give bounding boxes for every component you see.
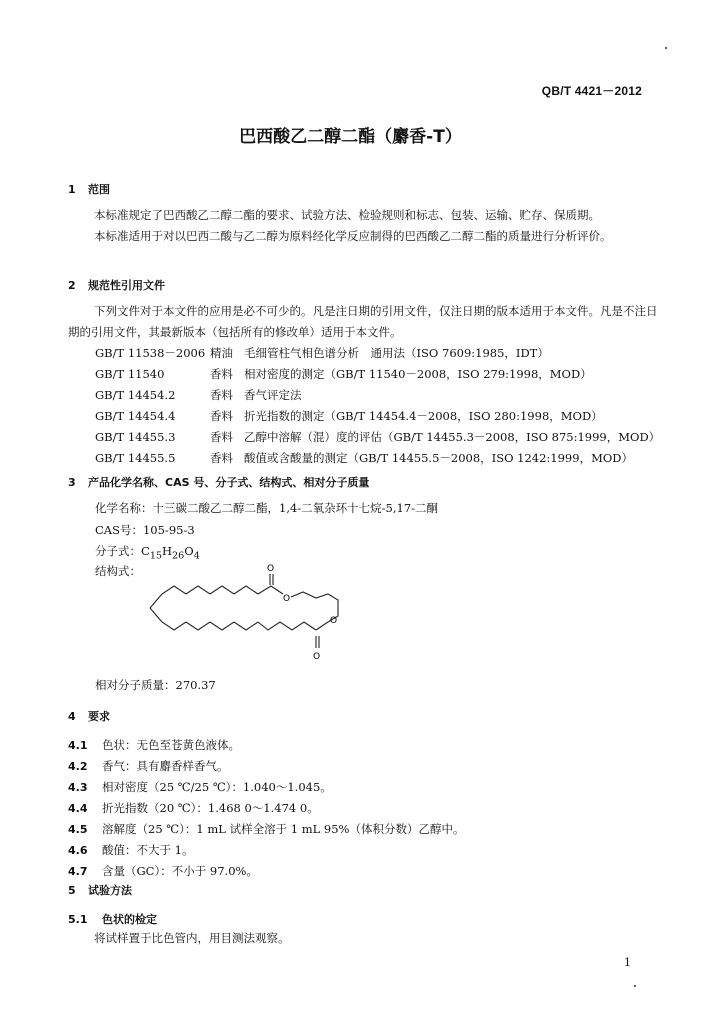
- ref-code: GB/T 14455.5: [95, 451, 176, 465]
- standard-number: QB/T 4421－2012: [541, 84, 642, 98]
- item-text: ：1 mL 试样全溶于 1 mL 95%（体积分数）乙醇中。: [184, 822, 465, 836]
- formula-subscript: 15: [149, 550, 163, 562]
- scan-speck: [634, 985, 636, 987]
- section-1-para-1: 本标准规定了巴西酸乙二醇二酯的要求、试验方法、检验规则和标志、包装、运输、贮存、保质期。: [94, 208, 600, 222]
- ref-code: GB/T 14455.3: [95, 430, 176, 444]
- ref-code: GB/T 11540: [95, 367, 165, 381]
- formula-element: H: [162, 544, 173, 558]
- ref-code: GB/T 14454.2: [95, 388, 176, 402]
- atom-oxygen: O: [313, 652, 321, 662]
- section-number: 2: [68, 279, 76, 292]
- ring-lower-chain: [150, 608, 316, 630]
- section-number: 3: [68, 476, 76, 489]
- item-text: ：1.040～1.045。: [231, 780, 332, 794]
- section-1-heading: [68, 181, 110, 197]
- ref-text: 酸值或含酸量的测定（GB/T 14455.5－2008，ISO 1242:1999，MOD）: [244, 451, 633, 465]
- atom-oxygen: O: [267, 564, 275, 574]
- ref-text: 折光指数的测定（GB/T 14454.4－2008，ISO 280:1998，MOD）: [244, 409, 603, 423]
- item-text: ：不小于 97.0%。: [160, 864, 258, 878]
- reference-row: [95, 345, 549, 361]
- subsection-5-1-text: 将试样置于比色管内，用目测法观察。: [94, 931, 290, 945]
- ref-category: 香料: [210, 388, 233, 402]
- item-label: 折光指数（20 ℃）: [102, 801, 197, 815]
- item-text: ：1.468 0～1.474 0。: [196, 801, 319, 815]
- atom-oxygen: O: [330, 616, 338, 626]
- ref-text: 相对密度的测定（GB/T 11540－2008，ISO 279:1998，MOD）: [244, 367, 592, 381]
- item-number: 4.1: [68, 739, 88, 752]
- section-2-para: 下列文件对于本文件的应用是必不可少的。凡是注日期的引用文件，仅注日期的版本适用于本文件。凡是不注日期的引用文件，其最新版本（包括所有的修改单）适用于本文件。: [68, 304, 658, 339]
- item-label: 相对密度（25 ℃/25 ℃）: [102, 780, 232, 794]
- document-title: 巴西酸乙二醇二酯（麝香-T）: [239, 127, 462, 147]
- ester-bond-upper: [258, 586, 283, 594]
- ring-upper-chain: [150, 586, 258, 608]
- formula-label: 分子式：: [95, 544, 141, 558]
- item-number: 4.4: [68, 802, 88, 815]
- ref-text: 毛细管柱气相色谱分析 通用法（ISO 7609:1985，IDT）: [244, 346, 549, 360]
- atom-oxygen: O: [283, 594, 291, 604]
- subsection-title: 色状的检定: [102, 913, 157, 926]
- ref-code: GB/T 14454.4: [95, 409, 176, 423]
- chemical-name: 化学名称：十三碳二酸乙二醇二酯，1,4-二氧杂环十七烷-5,17-二酮: [95, 501, 439, 515]
- section-title: 范围: [88, 183, 110, 196]
- subsection-number: 5.1: [68, 913, 88, 926]
- item-number: 4.3: [68, 781, 88, 794]
- scan-speck: [665, 47, 667, 49]
- ref-code: GB/T 11538－2006: [95, 346, 206, 360]
- section-number: 1: [68, 183, 76, 196]
- item-label: 香气: [102, 759, 125, 773]
- section-1-para-2: 本标准适用于对以巴西二酸与乙二醇为原料经化学反应制得的巴西酸乙二醇二酯的质量进行分析评价。: [94, 229, 612, 243]
- section-number: 4: [68, 710, 76, 723]
- ref-category: 精油: [210, 346, 233, 360]
- item-text: ：不大于 1。: [125, 843, 194, 857]
- ref-category: 香料: [210, 367, 233, 381]
- reference-row: [95, 429, 660, 445]
- structure-label: 结构式：: [95, 564, 141, 578]
- item-text: ：具有麝香样香气。: [125, 759, 229, 773]
- ref-category: 香料: [210, 451, 233, 465]
- requirement-item: [68, 821, 464, 837]
- item-label: 酸值: [102, 843, 125, 857]
- formula-subscript: 26: [172, 550, 185, 562]
- formula-element: O: [184, 544, 194, 558]
- ref-text: 乙醇中溶解（混）度的评估（GB/T 14455.3－2008，ISO 875:1999，MOD）: [244, 430, 661, 444]
- section-title: 要求: [88, 710, 110, 723]
- item-label: 色状: [102, 738, 125, 752]
- reference-row: [95, 366, 592, 382]
- ref-category: 香料: [210, 409, 233, 423]
- item-number: 4.7: [68, 865, 88, 878]
- item-number: 4.2: [68, 760, 88, 773]
- section-2-heading: [68, 277, 165, 293]
- requirement-item: [68, 863, 258, 879]
- requirement-item: [68, 842, 193, 858]
- section-number: 5: [68, 884, 76, 897]
- ref-text: 香气评定法: [244, 388, 302, 402]
- item-number: 4.6: [68, 844, 88, 857]
- item-label: 溶解度（25 ℃）: [102, 822, 185, 836]
- reference-row: [95, 387, 302, 403]
- requirement-item: [68, 779, 332, 795]
- item-number: 4.5: [68, 823, 88, 836]
- section-title: 规范性引用文件: [88, 279, 165, 292]
- page-number: 1: [624, 956, 631, 969]
- reference-row: [95, 450, 633, 466]
- section-title: 试验方法: [88, 884, 132, 897]
- section-5-heading: [68, 882, 132, 898]
- requirement-item: [68, 800, 319, 816]
- subsection-5-1-heading: [68, 911, 157, 927]
- section-3-heading: [68, 474, 369, 490]
- item-text: ：无色至苍黄色液体。: [125, 738, 240, 752]
- section-title: 产品化学名称、CAS 号、分子式、结构式、相对分子质量: [88, 476, 370, 489]
- formula-subscript: 4: [193, 550, 200, 562]
- formula-element: C: [141, 544, 150, 558]
- requirement-item: [68, 758, 229, 774]
- section-4-heading: [68, 708, 110, 724]
- item-label: 含量（GC）: [102, 864, 161, 878]
- molecular-weight: 相对分子质量：270.37: [95, 678, 216, 692]
- cas-number: CAS号：105-95-3: [95, 523, 195, 537]
- ref-category: 香料: [210, 430, 233, 444]
- structural-formula: [140, 560, 360, 670]
- molecular-formula: [95, 543, 200, 561]
- reference-row: [95, 408, 603, 424]
- requirement-item: [68, 737, 240, 753]
